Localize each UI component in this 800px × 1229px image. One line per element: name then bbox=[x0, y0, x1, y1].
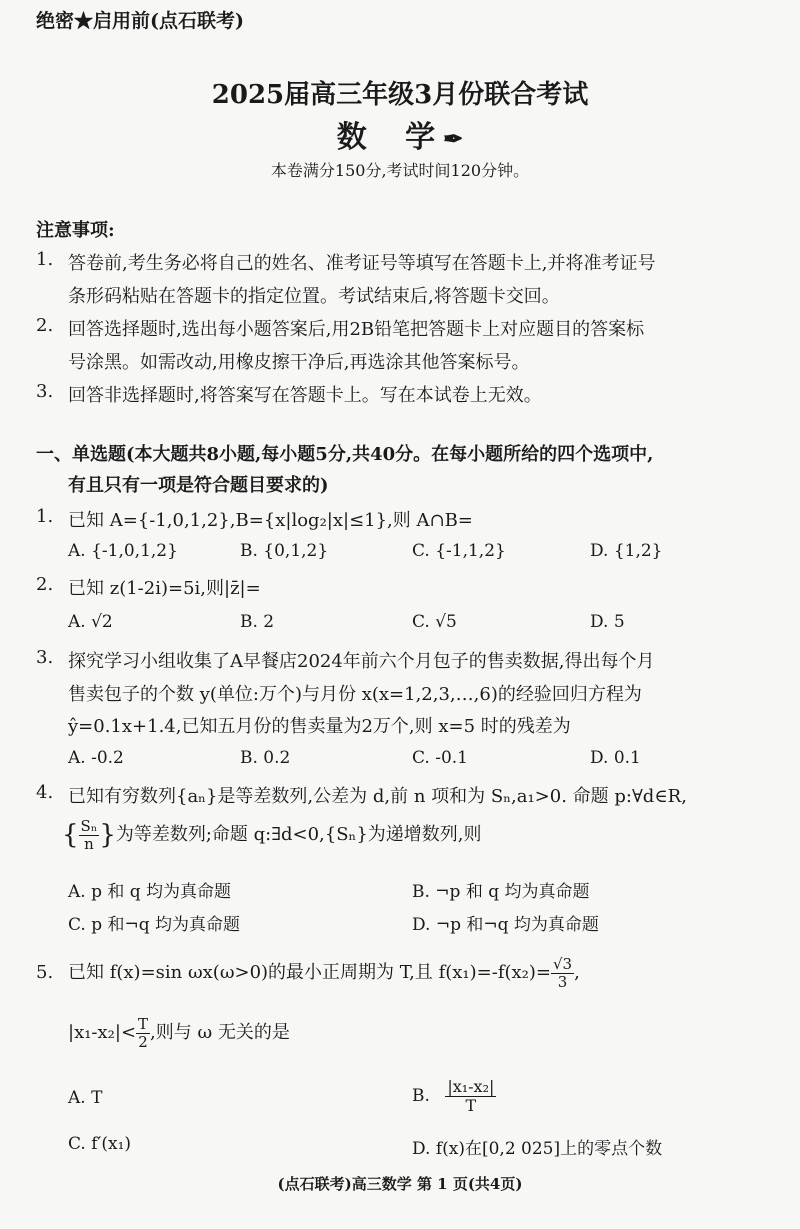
page-footer: (点石联考)高三数学 第 1 页(共4页) bbox=[277, 1175, 523, 1193]
question-5-line2 bbox=[68, 1016, 290, 1050]
notice-item-1-line2: 条形码粘贴在答题卡的指定位置。考试结束后,将答题卡交回。 bbox=[68, 286, 560, 307]
question-5-option-b-denominator: T bbox=[465, 1095, 477, 1115]
question-4-line1: 已知有穷数列{aₙ}是等差数列,公差为 d,前 n 项和为 Sₙ,a₁>0. 命题 p:∀d∈R, bbox=[68, 786, 687, 807]
question-5-line2-rest: ,则与 ω 无关的是 bbox=[150, 1022, 290, 1043]
question-2-stem: 已知 z(1-2i)=5i,则|z̄|= bbox=[68, 578, 261, 599]
question-2-number: 2. bbox=[36, 574, 54, 595]
question-3-option-d: D. 0.1 bbox=[590, 748, 641, 768]
notice-item-2-num: 2. bbox=[36, 315, 54, 336]
question-1-option-b: B. {0,1,2} bbox=[240, 541, 329, 561]
question-4-option-d: D. ¬p 和¬q 均为真命题 bbox=[412, 915, 599, 935]
notice-item-1-num: 1. bbox=[36, 249, 54, 270]
section-heading-line2: 有且只有一项是符合题目要求的) bbox=[68, 475, 329, 496]
question-3-line3: ŷ=0.1x+1.4,已知五月份的售卖量为2万个,则 x=5 时的残差为 bbox=[68, 716, 571, 737]
question-2-option-a: A. √2 bbox=[68, 612, 113, 632]
question-4-line2: { $\frac{\text{Sₙ}}{n}$ }为等差数列;命题 q:∃d<0,{Sₙ}为递增数列,则 bbox=[62, 817, 482, 853]
question-4-option-c: C. p 和¬q 均为真命题 bbox=[68, 915, 241, 935]
question-5-option-a: A. T bbox=[68, 1088, 103, 1108]
question-4-fraction bbox=[79, 818, 100, 852]
subject-text: 数 学 bbox=[336, 120, 450, 155]
question-4-line2-text: 为等差数列;命题 q:∃d<0,{Sₙ}为递增数列,则 bbox=[115, 824, 482, 845]
notice-item-2-line2: 号涂黑。如需改动,用橡皮擦干净后,再选涂其他答案标号。 bbox=[68, 352, 530, 373]
question-3-option-a: A. -0.2 bbox=[68, 748, 124, 768]
notice-heading: 注意事项: bbox=[36, 220, 115, 241]
question-5-sqrt-numerator: √3 bbox=[552, 955, 573, 973]
question-5-sqrt-denominator: 3 bbox=[557, 972, 568, 991]
question-5-sqrt-fraction bbox=[551, 956, 574, 990]
question-5-number: 5. bbox=[36, 962, 54, 983]
question-5-t-fraction bbox=[136, 1016, 150, 1050]
question-1-option-c: C. {-1,1,2} bbox=[412, 541, 506, 561]
question-3-line1: 探究学习小组收集了A早餐店2024年前六个月包子的售卖数据,得出每个月 bbox=[68, 651, 655, 672]
question-3-line2: 售卖包子的个数 y(单位:万个)与月份 x(x=1,2,3,…,6)的经验回归方程为 bbox=[68, 684, 642, 705]
notice-item-3-num: 3. bbox=[36, 381, 54, 402]
question-1-stem: 已知 A={-1,0,1,2},B={x|log₂|x|≤1},则 A∩B= bbox=[68, 510, 473, 531]
question-5-line1: 已知 f(x)=sin ωx(ω>0)的最小正周期为 T,且 f(x₁)=-f(x₂)= $\frac{√3}{3}$ , bbox=[68, 955, 580, 991]
question-4-fraction-numerator: Sₙ bbox=[80, 817, 98, 835]
question-2-option-b: B. 2 bbox=[240, 612, 275, 632]
question-3-number: 3. bbox=[36, 647, 54, 668]
question-2-option-d: D. 5 bbox=[590, 612, 625, 632]
exam-title: 2025届高三年级3月份联合考试 bbox=[211, 80, 589, 110]
question-4-option-b: B. ¬p 和 q 均为真命题 bbox=[412, 882, 590, 902]
question-1-number: 1. bbox=[36, 506, 54, 527]
question-4-option-a: A. p 和 q 均为真命题 bbox=[68, 882, 232, 902]
question-5-option-b-fraction bbox=[445, 1078, 496, 1114]
notice-item-2-line1: 回答选择题时,选出每小题答案后,用2B铅笔把答题卡上对应题目的答案标 bbox=[68, 319, 645, 340]
question-5-line2-text: |x₁-x₂|< bbox=[68, 1022, 137, 1043]
notice-item-1-line1: 答卷前,考生务必将自己的姓名、准考证号等填写在答题卡上,并将准考证号 bbox=[68, 253, 656, 274]
question-5-line1-text: 已知 f(x)=sin ωx(ω>0)的最小正周期为 T,且 f(x₁)=-f(x₂)= bbox=[68, 962, 551, 983]
confidential-label: 绝密★启用前(点石联考) bbox=[36, 10, 244, 32]
pen-icon: ✒ bbox=[443, 124, 464, 153]
question-5-t-numerator: T bbox=[138, 1015, 149, 1033]
question-4-fraction-denominator: n bbox=[84, 834, 94, 853]
question-5-option-c: C. f′(x₁) bbox=[68, 1134, 132, 1154]
question-5-option-b bbox=[412, 1078, 496, 1114]
question-1-option-d: D. {1,2} bbox=[590, 541, 663, 561]
exam-meta: 本卷满分150分,考试时间120分钟。 bbox=[270, 161, 530, 180]
subject-title bbox=[0, 112, 800, 156]
question-5-option-b-numerator: |x₁-x₂| bbox=[447, 1077, 495, 1096]
notice-item-3-line1: 回答非选择题时,将答案写在答题卡上。写在本试卷上无效。 bbox=[68, 385, 542, 406]
question-2-option-c: C. √5 bbox=[412, 612, 457, 632]
section-heading-line1: 一、单选题(本大题共8小题,每小题5分,共40分。在每小题所给的四个选项中, bbox=[36, 444, 654, 465]
question-3-option-c: C. -0.1 bbox=[412, 748, 468, 768]
question-5-t-denominator: 2 bbox=[138, 1032, 148, 1051]
question-1-option-a: A. {-1,0,1,2} bbox=[68, 541, 178, 561]
question-4-number: 4. bbox=[36, 782, 54, 803]
question-3-option-b: B. 0.2 bbox=[240, 748, 291, 768]
question-5-option-d: D. f(x)在[0,2 025]上的零点个数 bbox=[412, 1139, 663, 1159]
question-5-option-b-label: B. bbox=[412, 1086, 430, 1107]
